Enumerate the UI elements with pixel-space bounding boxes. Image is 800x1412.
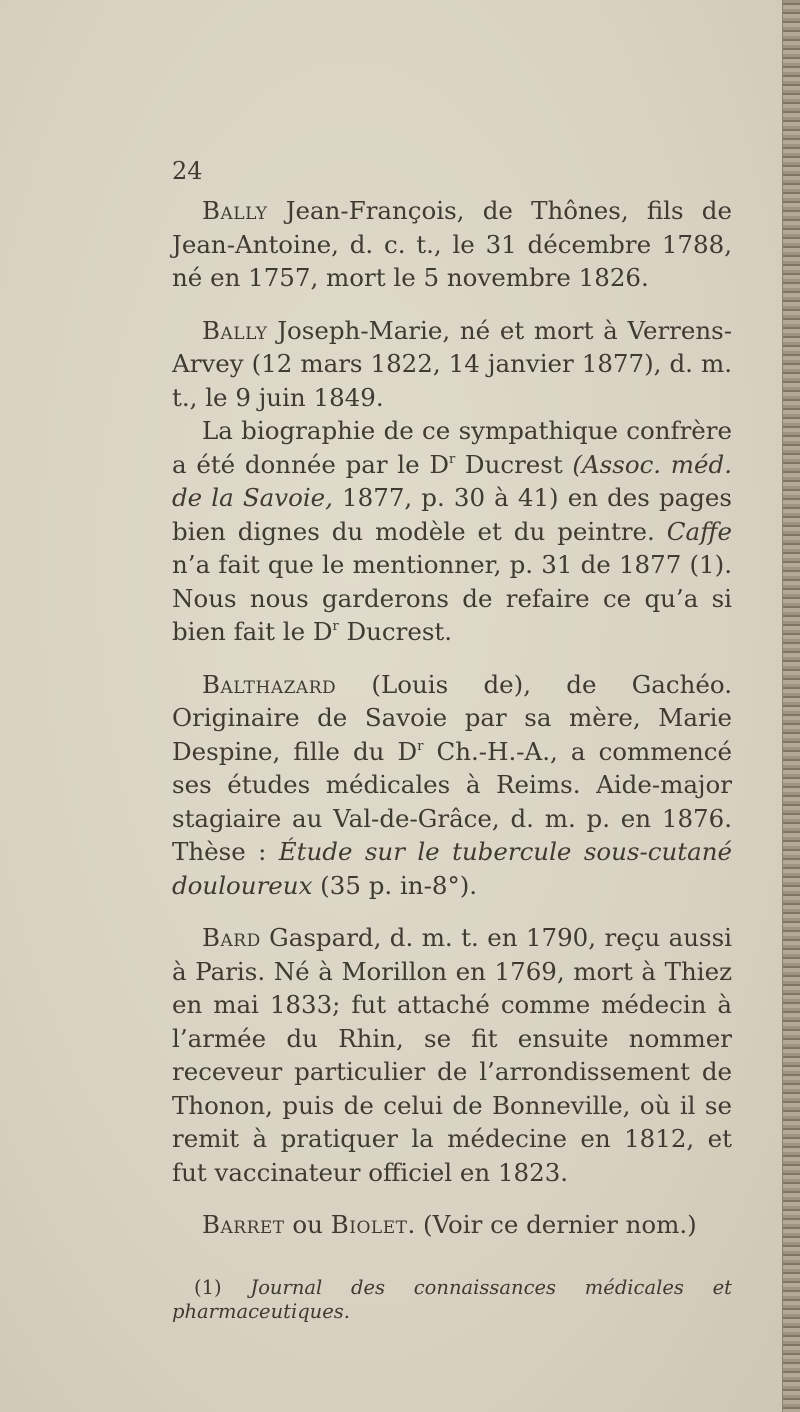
page-body — [172, 194, 732, 1343]
footnote-text: Journal des connaissances médicales et pharmaceutiques. — [172, 1275, 732, 1323]
footnote-marker: (1) — [194, 1275, 251, 1299]
entry-balthazard: Balthazard (Louis de), de Gachéo. Originaire de Savoie par sa mère, Marie Despine, fille du $D^r$ Ch.-H.-A., a commencé ses études médicales à Reims. Aide-major stagiaire au Val-de-Grâce, d. m. p. en 1876. Thèse : Étude sur le tubercule sous-cutané douloureux (35 p. in-8°). — [172, 669, 733, 900]
entry-name-2: Biolet — [330, 1210, 408, 1239]
entry-name: Bally — [202, 315, 268, 345]
entry-bard: Bard Gaspard, d. m. t. en 1790, reçu aussi à Paris. Né à Morillon en 1769, mort à Thiez en mai 1833; fut attaché comme médecin à l’armée du Rhin, se fit ensuite nommer receveur particulier de l’arrondissement de Thonon, puis de celui de Bonneville, où il se remit à pratiquer la médecine en 1812, et fut vaccinateur officiel en 1823. — [172, 923, 732, 1187]
entry-name: Barret — [202, 1210, 285, 1239]
entry-name: Bard — [202, 923, 261, 952]
entry-barret: Barret ou Biolet. (Voir ce dernier nom.) — [202, 1210, 697, 1239]
page-edge — [782, 0, 800, 1412]
entry-bally-jean-francois: Bally Jean-François, de Thônes, fils de Jean-Antoine, d. c. t., le 31 décembre 1788, né en 1757, mort le 5 novembre 1826. — [172, 196, 732, 292]
footnote — [172, 1276, 732, 1324]
page-number: 24 — [172, 157, 203, 185]
biography-paragraph: La biographie de ce sympathique confrère a été donnée par le $D^r$ Ducrest (Assoc. méd. de la Savoie, 1877, p. 30 à 41) en des pages bien dignes du modèle et du peintre. Caffe n’a fait que le mentionner, p. 31 de 1877 (1). Nous nous garderons de refaire ce qu’a si bien fait le $D^r$ Ducrest. — [172, 416, 732, 646]
entry-name: Balthazard — [202, 669, 337, 699]
entry-bally-joseph-marie: Bally Joseph-Marie, né et mort à Verrens-Arvey (12 mars 1822, 14 janvier 1877), d. m. t., le 9 juin 1849. — [172, 315, 732, 412]
entry-name: Bally — [202, 196, 268, 225]
